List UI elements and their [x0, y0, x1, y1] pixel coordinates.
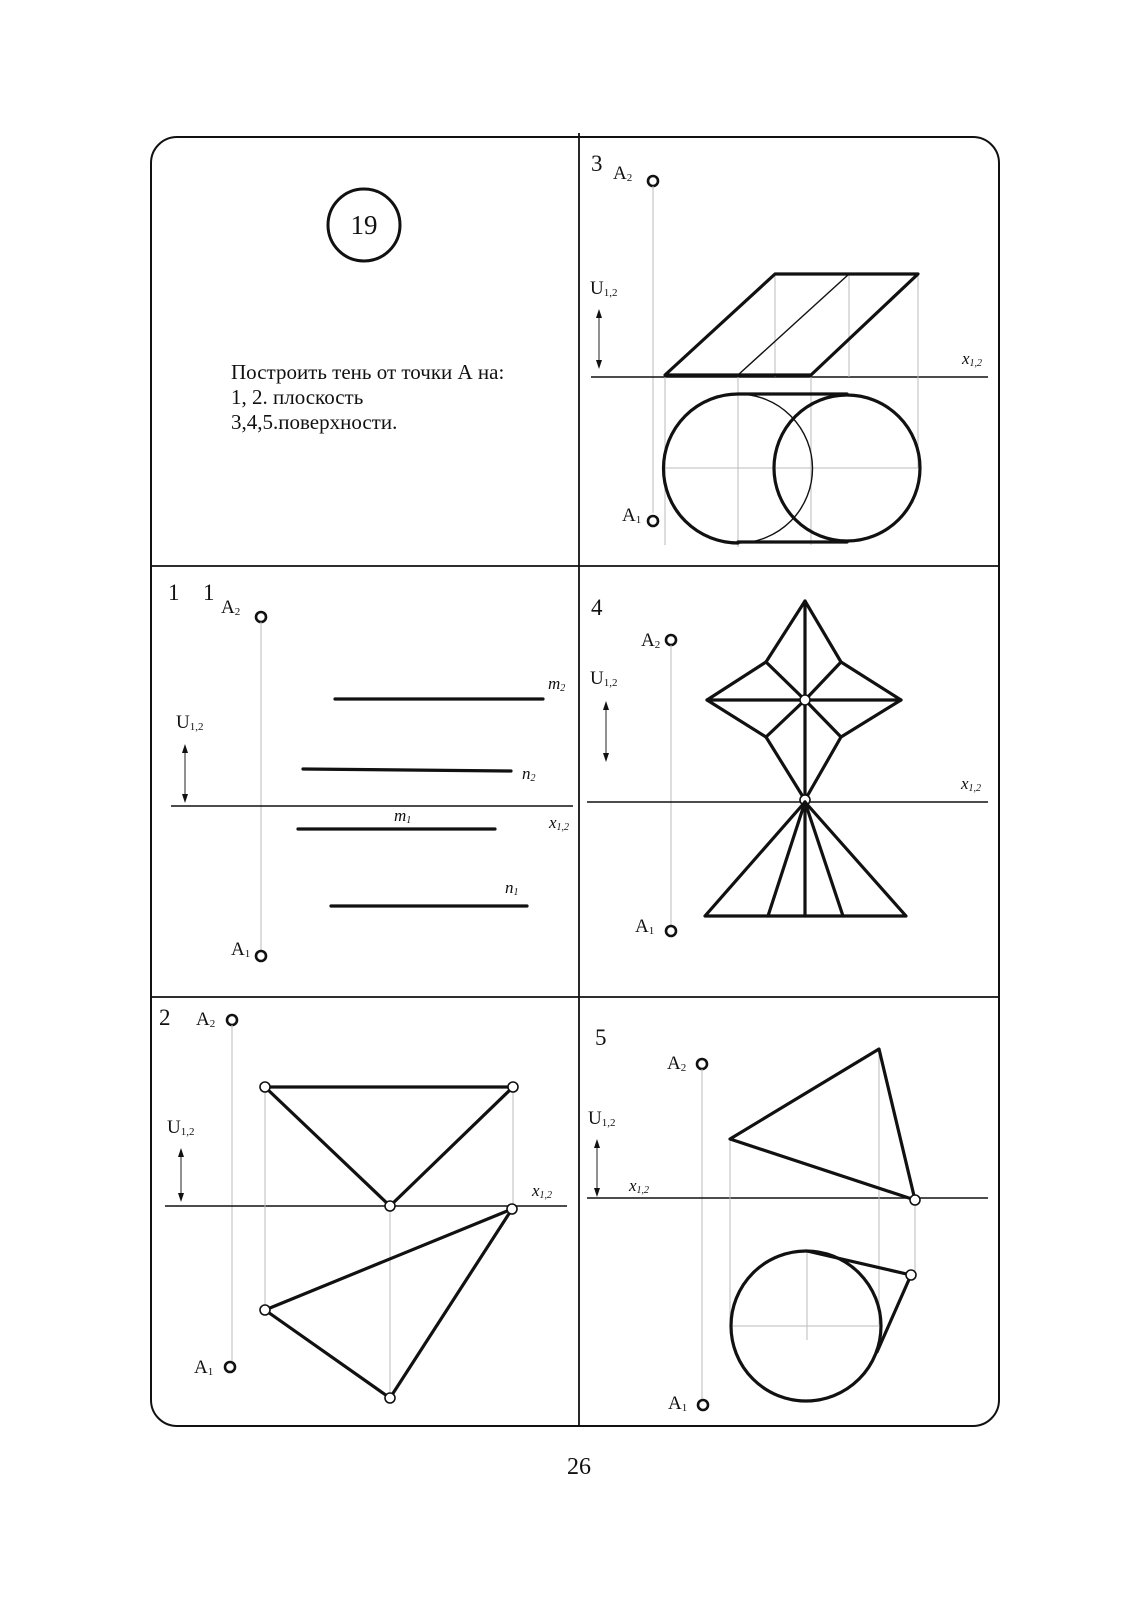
vertex-center	[800, 695, 810, 705]
task-line-3: 3,4,5.поверхности.	[231, 410, 398, 434]
vertex	[508, 1082, 518, 1092]
axis-label: x1,2	[961, 774, 982, 794]
label-m2: m2	[548, 674, 566, 694]
axis-label: x1,2	[532, 1181, 553, 1201]
arrow-head-up	[596, 309, 602, 318]
point-a1	[666, 926, 676, 936]
panel-number: 2	[159, 1005, 171, 1030]
point-a1	[225, 1362, 235, 1372]
panel-number: 4	[591, 595, 603, 620]
label-a1: A1	[622, 505, 642, 526]
label-a2: A2	[221, 597, 241, 618]
plane-triangle-frontal	[265, 1087, 513, 1206]
arrow-head-down	[596, 360, 602, 369]
point-a2	[648, 176, 658, 186]
label-u: U1,2	[176, 712, 204, 733]
point-a2	[256, 612, 266, 622]
plane-triangle-horizontal	[265, 1209, 512, 1398]
label-m1: m1	[394, 806, 412, 826]
axis-label: x1,2	[549, 813, 570, 833]
vertex	[910, 1195, 920, 1205]
task-line-2: 1, 2. плоскость	[231, 385, 364, 409]
panel-1	[168, 580, 573, 961]
label-a1: A1	[635, 916, 655, 937]
badge-number: 19	[350, 210, 378, 240]
label-u: U1,2	[167, 1117, 195, 1138]
point-a1	[698, 1400, 708, 1410]
vertex	[906, 1270, 916, 1280]
point-a1	[648, 516, 658, 526]
label-n1: n1	[505, 878, 519, 898]
axis-label: x1,2	[962, 349, 983, 369]
tangent-line	[877, 1275, 911, 1352]
panel-number-repeat: 1	[203, 580, 215, 605]
point-a2	[227, 1015, 237, 1025]
arrow-head-up	[603, 701, 609, 710]
vertex	[385, 1393, 395, 1403]
label-a1: A1	[194, 1357, 214, 1378]
panel-3	[590, 151, 988, 547]
point-a1	[256, 951, 266, 961]
arrow-head-down	[594, 1188, 600, 1197]
task-line-1: Построить тень от точки А на:	[231, 360, 505, 384]
label-u: U1,2	[588, 1108, 616, 1129]
line-n2	[303, 769, 511, 771]
pyramid-edge	[805, 802, 843, 916]
panel-number: 1	[168, 580, 180, 605]
pyramid-edge	[768, 802, 805, 916]
panel-2	[159, 1005, 567, 1403]
page-number: 26	[567, 1454, 591, 1480]
arrow-head-up	[178, 1148, 184, 1157]
vertex	[260, 1305, 270, 1315]
cone-frontal-projection	[730, 1049, 915, 1200]
panel-4	[587, 595, 988, 937]
panel-number: 5	[595, 1025, 607, 1050]
arrow-head-up	[182, 744, 188, 753]
axis-label: x1,2	[629, 1176, 650, 1196]
arrow-head-down	[182, 794, 188, 803]
arrow-head-up	[594, 1139, 600, 1148]
generator-line	[738, 274, 849, 375]
cylinder-frontal-projection	[665, 274, 918, 375]
label-u: U1,2	[590, 278, 618, 299]
panel-number: 3	[591, 151, 603, 176]
label-a2: A2	[613, 163, 633, 184]
label-a2: A2	[196, 1009, 216, 1030]
point-a2	[666, 635, 676, 645]
panel-5	[587, 1025, 988, 1414]
label-a1: A1	[668, 1393, 688, 1414]
label-a2: A2	[667, 1053, 687, 1074]
label-a1: A1	[231, 939, 251, 960]
label-n2: n2	[522, 764, 536, 784]
label-u: U1,2	[590, 668, 618, 689]
label-a2: A2	[641, 630, 661, 651]
vertex	[385, 1201, 395, 1211]
point-a2	[697, 1059, 707, 1069]
vertex	[260, 1082, 270, 1092]
vertex	[507, 1204, 517, 1214]
arrow-head-down	[178, 1193, 184, 1202]
arrow-head-down	[603, 753, 609, 762]
outer-frame	[151, 137, 999, 1426]
task-panel	[231, 189, 504, 434]
